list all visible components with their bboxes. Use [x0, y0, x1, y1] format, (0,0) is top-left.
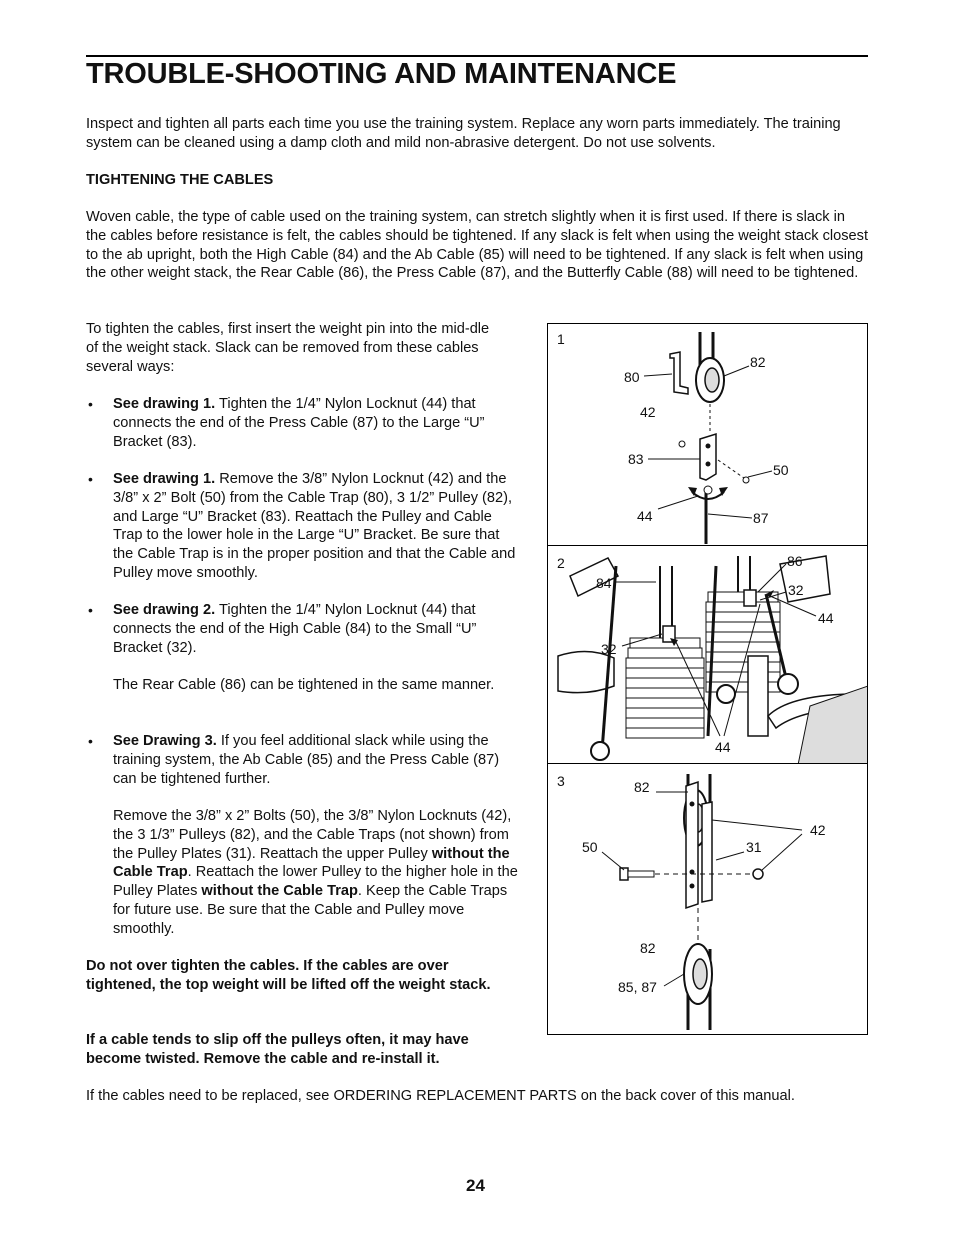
bullet-text: Remove the 3/8” Nylon Locknut (42) and the 3/8” x 2” Bolt (50) from the Cable Trap (80), 3 1/2” Pulley (82), and Large “U” Bracket (83). Reattach the Pulley and Cable Trap to the lower hole in the Large “U” Bracket. Be sure that the Cable Trap is in the proper position and that the Cable and Pulley move smoothly. [113, 471, 516, 581]
leader-line [658, 496, 698, 509]
drawing-number: 2 [557, 555, 565, 571]
part-label: 82 [750, 354, 766, 370]
leader-line [758, 564, 786, 592]
part-label: 32 [601, 641, 617, 657]
part-label: 32 [788, 582, 804, 598]
part-label: 44 [818, 610, 834, 626]
part-label: 84 [596, 575, 612, 591]
leader-line [644, 374, 672, 376]
bold-run: without the Cable Trap [113, 845, 510, 881]
intro-paragraph: Inspect and tighten all parts each time you use the training system. Replace any worn parts immediately. The training system can be cleaned using a damp cloth and mild non-abrasive detergent. Do not use solvents. [86, 116, 841, 151]
part-label: 82 [640, 940, 656, 956]
part-label: 83 [628, 451, 644, 467]
twisted-cable-warning: If a cable tends to slip off the pulleys often, it may have become twisted. Remove the cable and re-install it. [86, 1032, 469, 1067]
drawing-number: 3 [557, 773, 565, 789]
bullet-drawing1-locknut [113, 395, 521, 451]
bracket-hole [706, 462, 711, 467]
bullet-lead: See drawing 1. [113, 471, 216, 487]
leader-line [716, 852, 744, 860]
drawing-3-illustration [548, 764, 868, 1035]
page-number: 24 [466, 1176, 485, 1195]
bullet-marker: • [88, 733, 93, 749]
to-tighten-paragraph: To tighten the cables, first insert the weight pin into the mid-dle of the weight stack. Slack can be removed from these cables several ways: [86, 321, 490, 375]
drawing-1-illustration [548, 324, 868, 546]
rear-cable-note: The Rear Cable (86) can be tightened in the same manner. [113, 677, 495, 693]
part-label: 31 [746, 839, 762, 855]
bullet-marker: • [88, 602, 93, 618]
bullet-lead: See drawing 1. [113, 396, 216, 412]
drawing-number: 1 [557, 331, 565, 347]
text-run: Remove the 3/8” x 2” Bolts (50), the 3/8” Nylon Locknuts (42), the 3 1/3” Pulleys (82), and the Cable Traps (not shown) from the Pulley Plates (31). Reattach the upper Pulley [113, 808, 512, 862]
drawing-2 [547, 545, 868, 764]
part-label: 42 [640, 404, 656, 420]
leader-line [762, 834, 802, 870]
text-run: . Keep the Cable Traps for future use. Be sure that the Cable and Pulley move smoothly. [113, 883, 508, 937]
page-title: TROUBLE-SHOOTING AND MAINTENANCE [86, 58, 677, 90]
locknut-icon [704, 486, 712, 494]
leader-line [748, 471, 772, 477]
bullet-drawing1-pulley [113, 470, 521, 583]
bullet-drawing3 [113, 732, 521, 788]
bullet-lead: See Drawing 3. [113, 733, 217, 749]
pulley-icon [778, 674, 798, 694]
part-label: 50 [582, 839, 598, 855]
drawing-1 [547, 323, 868, 546]
plate-hole [690, 802, 695, 807]
part-label: 44 [715, 739, 731, 755]
leader-line [724, 366, 749, 376]
bracket-hole [706, 444, 711, 449]
bullet-text: Tighten the 1/4” Nylon Locknut (44) that connects the end of the High Cable (84) to the Small “U” Bracket (32). [113, 602, 477, 656]
cable-trap-icon [670, 352, 688, 394]
bullet-lead: See drawing 2. [113, 602, 216, 618]
part-label: 80 [624, 369, 640, 385]
top-rule [86, 55, 868, 57]
pulley-plate-icon [686, 782, 698, 908]
bolt-icon [628, 871, 654, 877]
bullet-text: Tighten the 1/4” Nylon Locknut (44) that connects the end of the Press Cable (87) to the Large “U” Bracket (83). [113, 396, 485, 450]
plate-hole [690, 884, 695, 889]
part-label: 87 [753, 510, 769, 526]
drawing-3 [547, 763, 868, 1035]
part-label: 86 [787, 553, 803, 569]
frame-tube [748, 656, 768, 736]
part-label: 85, 87 [618, 979, 657, 995]
leader-line [664, 974, 684, 986]
remove-bolts-paragraph [113, 807, 521, 939]
leader-line [602, 852, 624, 870]
bullet-marker: • [88, 396, 93, 412]
text-run: . Reattach the lower Pulley to the higher hole in the Pulley Plates [113, 864, 518, 900]
leader-line [712, 820, 802, 830]
part-label: 82 [634, 779, 650, 795]
section-heading: TIGHTENING THE CABLES [86, 172, 274, 188]
part-label: 50 [773, 462, 789, 478]
replacement-note: If the cables need to be replaced, see ORDERING REPLACEMENT PARTS on the back cover of this manual. [86, 1088, 795, 1104]
overtighten-warning: Do not over tighten the cables. If the cables are over tightened, the top weight will be lifted off the weight stack. [86, 958, 491, 993]
bullet-marker: • [88, 471, 93, 487]
pulley-plate-icon [702, 802, 712, 902]
pulley-hub [705, 368, 719, 392]
pulley-icon [717, 685, 735, 703]
bold-run: without the Cable Trap [201, 883, 358, 900]
locknut-icon [679, 441, 685, 447]
locknut-icon [753, 869, 763, 879]
woven-cable-paragraph: Woven cable, the type of cable used on the training system, can stretch slightly when it is first used. If there is slack in the cables before resistance is felt, the cables should be tightened. If any slack is felt when using the weight stack closest to the ab upright, both the High Cable (84) and the Ab Cable (85) will need to be tightened. If any slack is felt when using the other weight stack, the Rear Cable (86), the Press Cable (87), and the Butterfly Cable (88) will need to be tightened. [86, 209, 869, 282]
small-u-bracket-icon [744, 590, 756, 606]
pulley-hub [693, 959, 707, 989]
bolt-icon [743, 477, 749, 483]
bullet-text: If you feel additional slack while using the training system, the Ab Cable (85) and the Press Cable (87) can be tightened further. [113, 733, 500, 787]
dashed-axis [718, 460, 744, 478]
u-bracket-icon [700, 434, 716, 480]
drawing-2-illustration [548, 546, 868, 764]
part-label: 44 [637, 508, 653, 524]
bullet-drawing2 [113, 601, 521, 657]
leader-line [708, 514, 752, 518]
part-label: 42 [810, 822, 826, 838]
pulley-icon [591, 742, 609, 760]
